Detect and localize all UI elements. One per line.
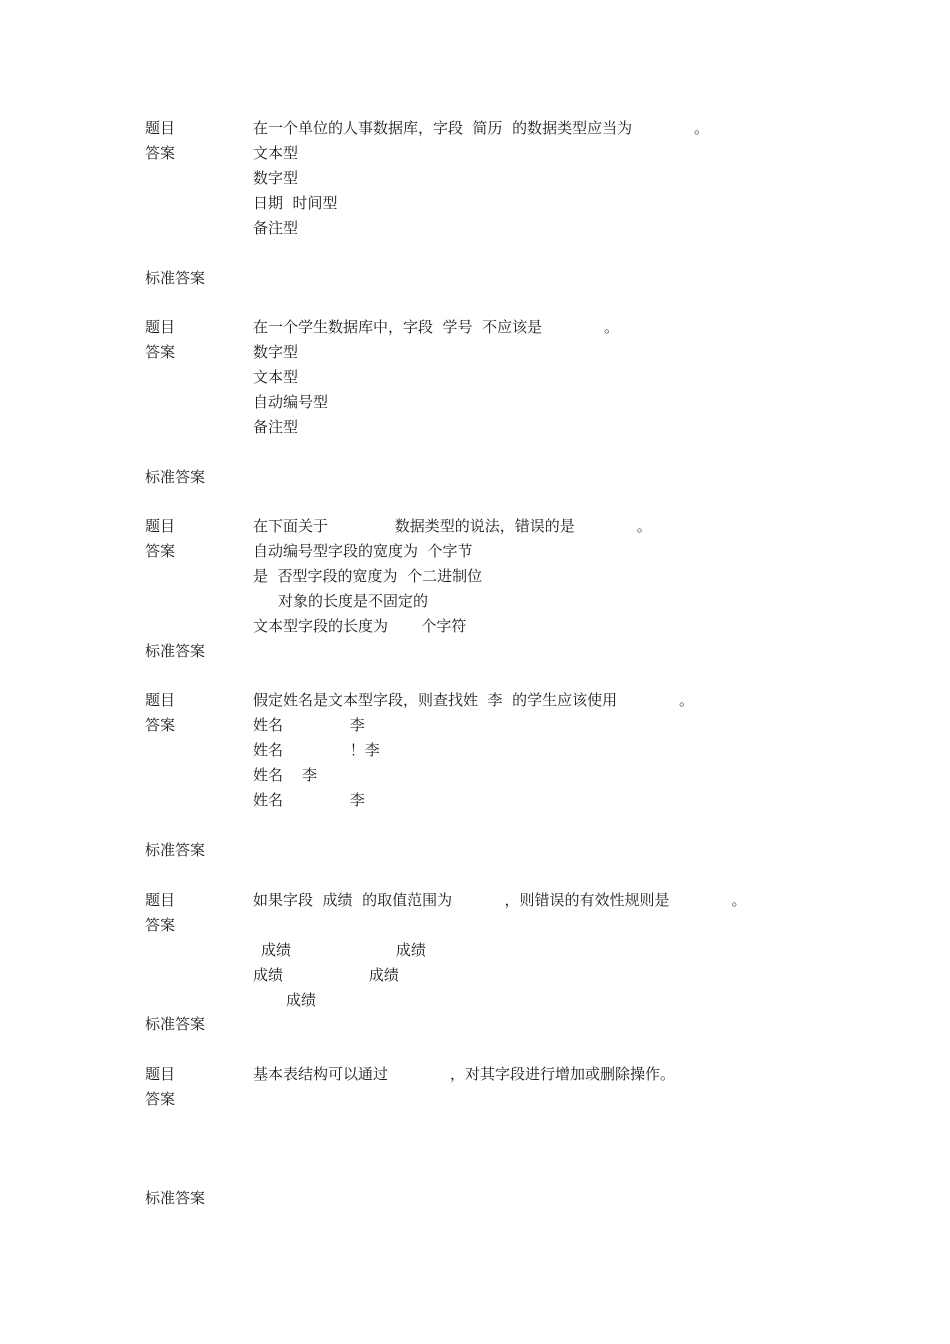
question-label: 题目 xyxy=(145,1065,176,1083)
answer-option: 对象的长度是不固定的 xyxy=(278,592,429,610)
standard-answer-label: 标准答案 xyxy=(145,1189,206,1207)
standard-answer-label: 标准答案 xyxy=(145,642,206,660)
question-label: 题目 xyxy=(145,119,176,137)
answer-option: 自动编号型 xyxy=(253,393,329,411)
answer-option: 姓名 李 xyxy=(253,791,365,809)
answer-option: 成绩 xyxy=(286,991,317,1009)
answer-label: 答案 xyxy=(145,343,176,361)
question-text: 如果字段 成绩 的取值范围为 ，则错误的有效性规则是 。 xyxy=(253,891,747,909)
answer-option: 自动编号型字段的宽度为 个字节 xyxy=(253,542,473,560)
answer-option: 文本型 xyxy=(253,144,299,162)
question-label: 题目 xyxy=(145,318,176,336)
answer-option: 成绩 成绩 xyxy=(253,966,399,984)
question-label: 题目 xyxy=(145,691,176,709)
answer-option: 姓名 李 xyxy=(253,716,365,734)
answer-option: 文本型字段的长度为 个字符 xyxy=(253,617,467,635)
standard-answer-label: 标准答案 xyxy=(145,468,206,486)
answer-option: 成绩 成绩 xyxy=(261,941,426,959)
answer-option: 备注型 xyxy=(253,219,299,237)
answer-label: 答案 xyxy=(145,916,176,934)
answer-option: 备注型 xyxy=(253,418,299,436)
answer-label: 答案 xyxy=(145,716,176,734)
answer-label: 答案 xyxy=(145,542,176,560)
question-text: 基本表结构可以通过 ，对其字段进行增加或删除操作。 xyxy=(253,1065,675,1083)
answer-option: 数字型 xyxy=(253,343,299,361)
question-text: 假定姓名是文本型字段，则查找姓 李 的学生应该使用 。 xyxy=(253,691,695,709)
question-text: 在一个单位的人事数据库，字段 简历 的数据类型应当为 。 xyxy=(253,119,710,137)
standard-answer-label: 标准答案 xyxy=(145,1015,206,1033)
answer-option: 姓名 ！李 xyxy=(253,741,380,759)
question-text: 在一个学生数据库中，字段 学号 不应该是 。 xyxy=(253,318,620,336)
standard-answer-label: 标准答案 xyxy=(145,841,206,859)
question-label: 题目 xyxy=(145,517,176,535)
answer-option: 数字型 xyxy=(253,169,299,187)
standard-answer-label: 标准答案 xyxy=(145,269,206,287)
question-text: 在下面关于 数据类型的说法，错误的是 。 xyxy=(253,517,652,535)
answer-option: 日期 时间型 xyxy=(253,194,338,212)
answer-option: 文本型 xyxy=(253,368,299,386)
answer-label: 答案 xyxy=(145,1090,176,1108)
answer-option: 姓名 李 xyxy=(253,766,318,784)
question-label: 题目 xyxy=(145,891,176,909)
answer-option: 是 否型字段的宽度为 个二进制位 xyxy=(253,567,483,585)
answer-label: 答案 xyxy=(145,144,176,162)
